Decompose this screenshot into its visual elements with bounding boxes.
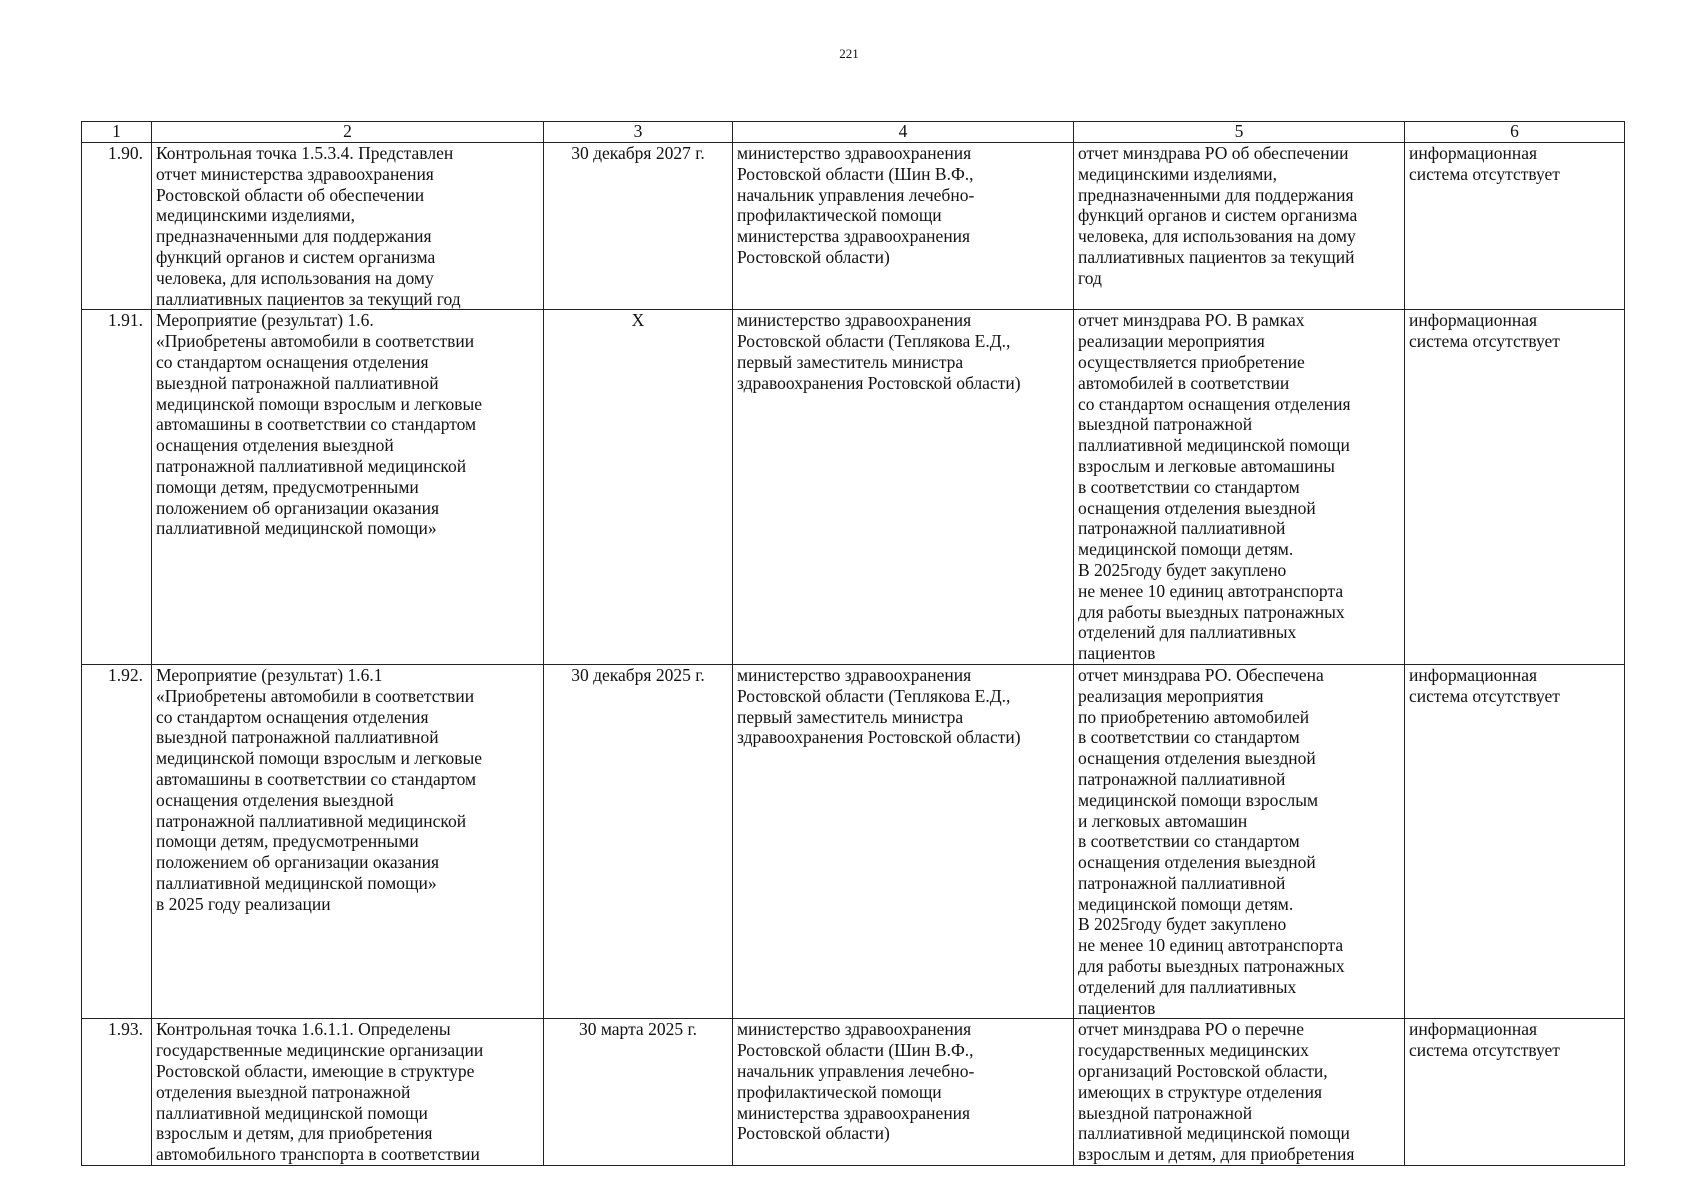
deadline-date: Х [544,310,733,665]
row-number: 1.91. [82,310,152,665]
table-row [82,310,1625,665]
table-row [82,1019,1625,1166]
row-number: 1.92. [82,664,152,1019]
event-description: Мероприятие (результат) 1.6. «Приобретены автомобили в соответствии со стандартом оснащения отделения выездной патронажной паллиативной медицинской помощи взрослым и легковые автомашины в соответствии со стандартом оснащения отделения выездной патронажной паллиативной медицинской помощи детям, предусмотренными положением об организации оказания паллиативной медицинской помощи» [152,310,544,665]
table-row [82,664,1625,1019]
column-header-6: 6 [1405,122,1625,143]
responsible-executor: министерство здравоохранения Ростовской области (Шин В.Ф., начальник управления лечебно- профилактической помощи министерства здравоохранения Ростовской области) [733,143,1074,310]
event-description: Контрольная точка 1.5.3.4. Представлен отчет министерства здравоохранения Ростовской области об обеспечении медицинскими изделиями, предназначенными для поддержания функций органов и систем организма человека, для использования на дому паллиативных пациентов за текущий год [152,143,544,310]
event-description: Мероприятие (результат) 1.6.1 «Приобретены автомобили в соответствии со стандартом оснащения отделения выездной патронажной паллиативной медицинской помощи взрослым и легковые автомашины в соответствии со стандартом оснащения отделения выездной патронажной паллиативной медицинской помощи детям, предусмотренными положением об организации оказания паллиативной медицинской помощи» в 2025 году реализации [152,664,544,1019]
responsible-executor: министерство здравоохранения Ростовской области (Шин В.Ф., начальник управления лечебно- профилактической помощи министерства здравоохранения Ростовской области) [733,1019,1074,1166]
deadline-date: 30 марта 2025 г. [544,1019,733,1166]
result-document: отчет минздрава РО о перечне государственных медицинских организаций Ростовской области, имеющих в структуре отделения выездной патронажной паллиативной медицинской помощи взрослым и детям, для приобретения [1074,1019,1405,1166]
deadline-date: 30 декабря 2027 г. [544,143,733,310]
column-header-5: 5 [1074,122,1405,143]
result-document: отчет минздрава РО об обеспечении медицинскими изделиями, предназначенными для поддержания функций органов и систем организма человека, для использования на дому паллиативных пациентов за текущий год [1074,143,1405,310]
result-document: отчет минздрава РО. В рамках реализации мероприятия осуществляется приобретение автомобилей в соответствии со стандартом оснащения отделения выездной патронажной паллиативной медицинской помощи взрослым и легковые автомашины в соответствии со стандартом оснащения отделения выездной патронажной паллиативной медицинской помощи детям. В 2025году будет закуплено не менее 10 единиц автотранспорта для работы выездных патронажных отделений для паллиативных пациентов [1074,310,1405,665]
column-header-4: 4 [733,122,1074,143]
result-document: отчет минздрава РО. Обеспечена реализация мероприятия по приобретению автомобилей в соответствии со стандартом оснащения отделения выездной патронажной паллиативной медицинской помощи взрослым и легковых автомашин в соответствии со стандартом оснащения отделения выездной патронажной паллиативной медицинской помощи детям. В 2025году будет закуплено не менее 10 единиц автотранспорта для работы выездных патронажных отделений для паллиативных пациентов [1074,664,1405,1019]
table-row [82,143,1625,310]
information-system: информационная система отсутствует [1405,1019,1625,1166]
information-system: информационная система отсутствует [1405,143,1625,310]
page-number: 221 [839,46,859,61]
deadline-date: 30 декабря 2025 г. [544,664,733,1019]
column-number-row [82,122,1625,143]
row-number: 1.90. [82,143,152,310]
information-system: информационная система отсутствует [1405,664,1625,1019]
column-header-2: 2 [152,122,544,143]
column-header-3: 3 [544,122,733,143]
plan-table [81,121,1625,1166]
responsible-executor: министерство здравоохранения Ростовской области (Теплякова Е.Д., первый заместитель министра здравоохранения Ростовской области) [733,310,1074,665]
row-number: 1.93. [82,1019,152,1166]
column-header-1: 1 [82,122,152,143]
event-description: Контрольная точка 1.6.1.1. Определены государственные медицинские организации Ростовской области, имеющие в структуре отделения выездной патронажной паллиативной медицинской помощи взрослым и детям, для приобретения автомобильного транспорта в соответствии [152,1019,544,1166]
responsible-executor: министерство здравоохранения Ростовской области (Теплякова Е.Д., первый заместитель министра здравоохранения Ростовской области) [733,664,1074,1019]
information-system: информационная система отсутствует [1405,310,1625,665]
